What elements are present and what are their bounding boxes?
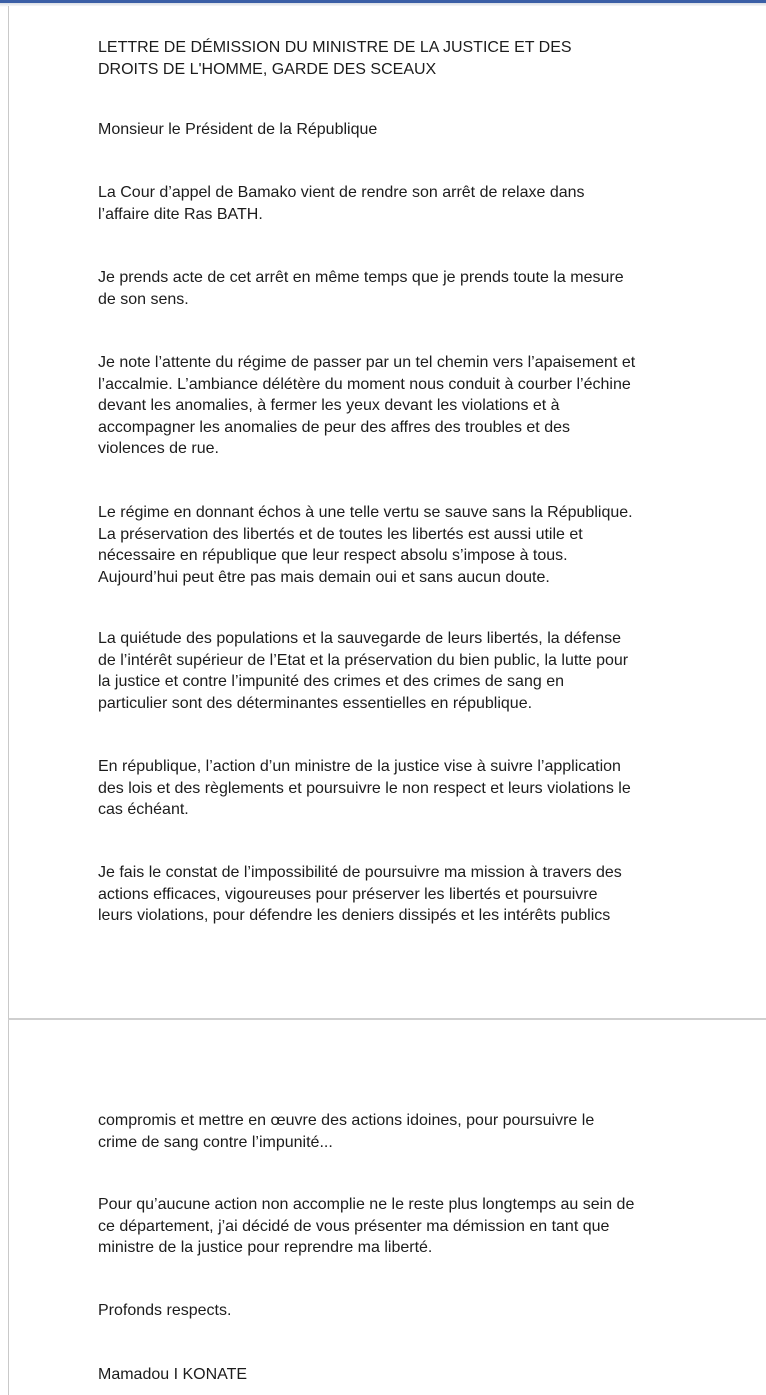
- letter-title: LETTRE DE DÉMISSION DU MINISTRE DE LA JUSTICE ET DES DROITS DE L'HOMME, GARDE DES SCEAUX: [98, 39, 572, 78]
- paragraph-1: La Cour d’appel de Bamako vient de rendre son arrêt de relaxe dans l’affaire dite Ras BATH.: [98, 184, 585, 223]
- document-page-2: [8, 1020, 766, 1395]
- paragraph-8: compromis et mettre en œuvre des actions idoines, pour poursuivre le crime de sang contre l’impunité...: [98, 1112, 595, 1151]
- paragraph-4: Le régime en donnant échos à une telle vertu se sauve sans la République. La préservation des libertés et de toutes les libertés est aussi utile et nécessaire en république que leur respect absolu s’impose à tous. Aujourd’hui peut être pas mais demain oui et sans aucun doute.: [98, 504, 633, 586]
- paragraph-2: Je prends acte de cet arrêt en même temps que je prends toute la mesure de son sens.: [98, 269, 624, 308]
- letter-signature: Mamadou I KONATE: [98, 1366, 248, 1383]
- letter-salutation: Monsieur le Président de la République: [98, 121, 378, 138]
- paragraph-9: Pour qu’aucune action non accomplie ne le reste plus longtemps au sein de ce département, j’ai décidé de vous présenter ma démission en tant que ministre de la justice pour reprendre ma liberté.: [98, 1196, 635, 1256]
- paragraph-3: Je note l’attente du régime de passer par un tel chemin vers l’apaisement et l’accalmie. L’ambiance délétère du moment nous conduit à courber l’échine devant les anomalies, à fermer les yeux devant les violations et à accompagner les anomalies de peur des affres des troubles et des violences de rue.: [98, 354, 636, 457]
- document-page-1: [8, 6, 766, 1020]
- paragraph-7: Je fais le constat de l’impossibilité de poursuivre ma mission à travers des actions efficaces, vigoureuses pour préserver les libertés et poursuivre leurs violations, pour défendre les deniers dissipés et les intérêts publics: [98, 864, 622, 924]
- paragraph-6: En république, l’action d’un ministre de la justice vise à suivre l’application des lois et des règlements et poursuivre le non respect et leurs violations le cas échéant.: [98, 758, 631, 818]
- paragraph-5: La quiétude des populations et la sauvegarde de leurs libertés, la défense de l’intérêt supérieur de l’Etat et la préservation du bien public, la lutte pour la justice et contre l’impunité des crimes et des crimes de sang en particulier sont des déterminantes essentielles en république.: [98, 630, 629, 712]
- letter-closing: Profonds respects.: [98, 1302, 232, 1319]
